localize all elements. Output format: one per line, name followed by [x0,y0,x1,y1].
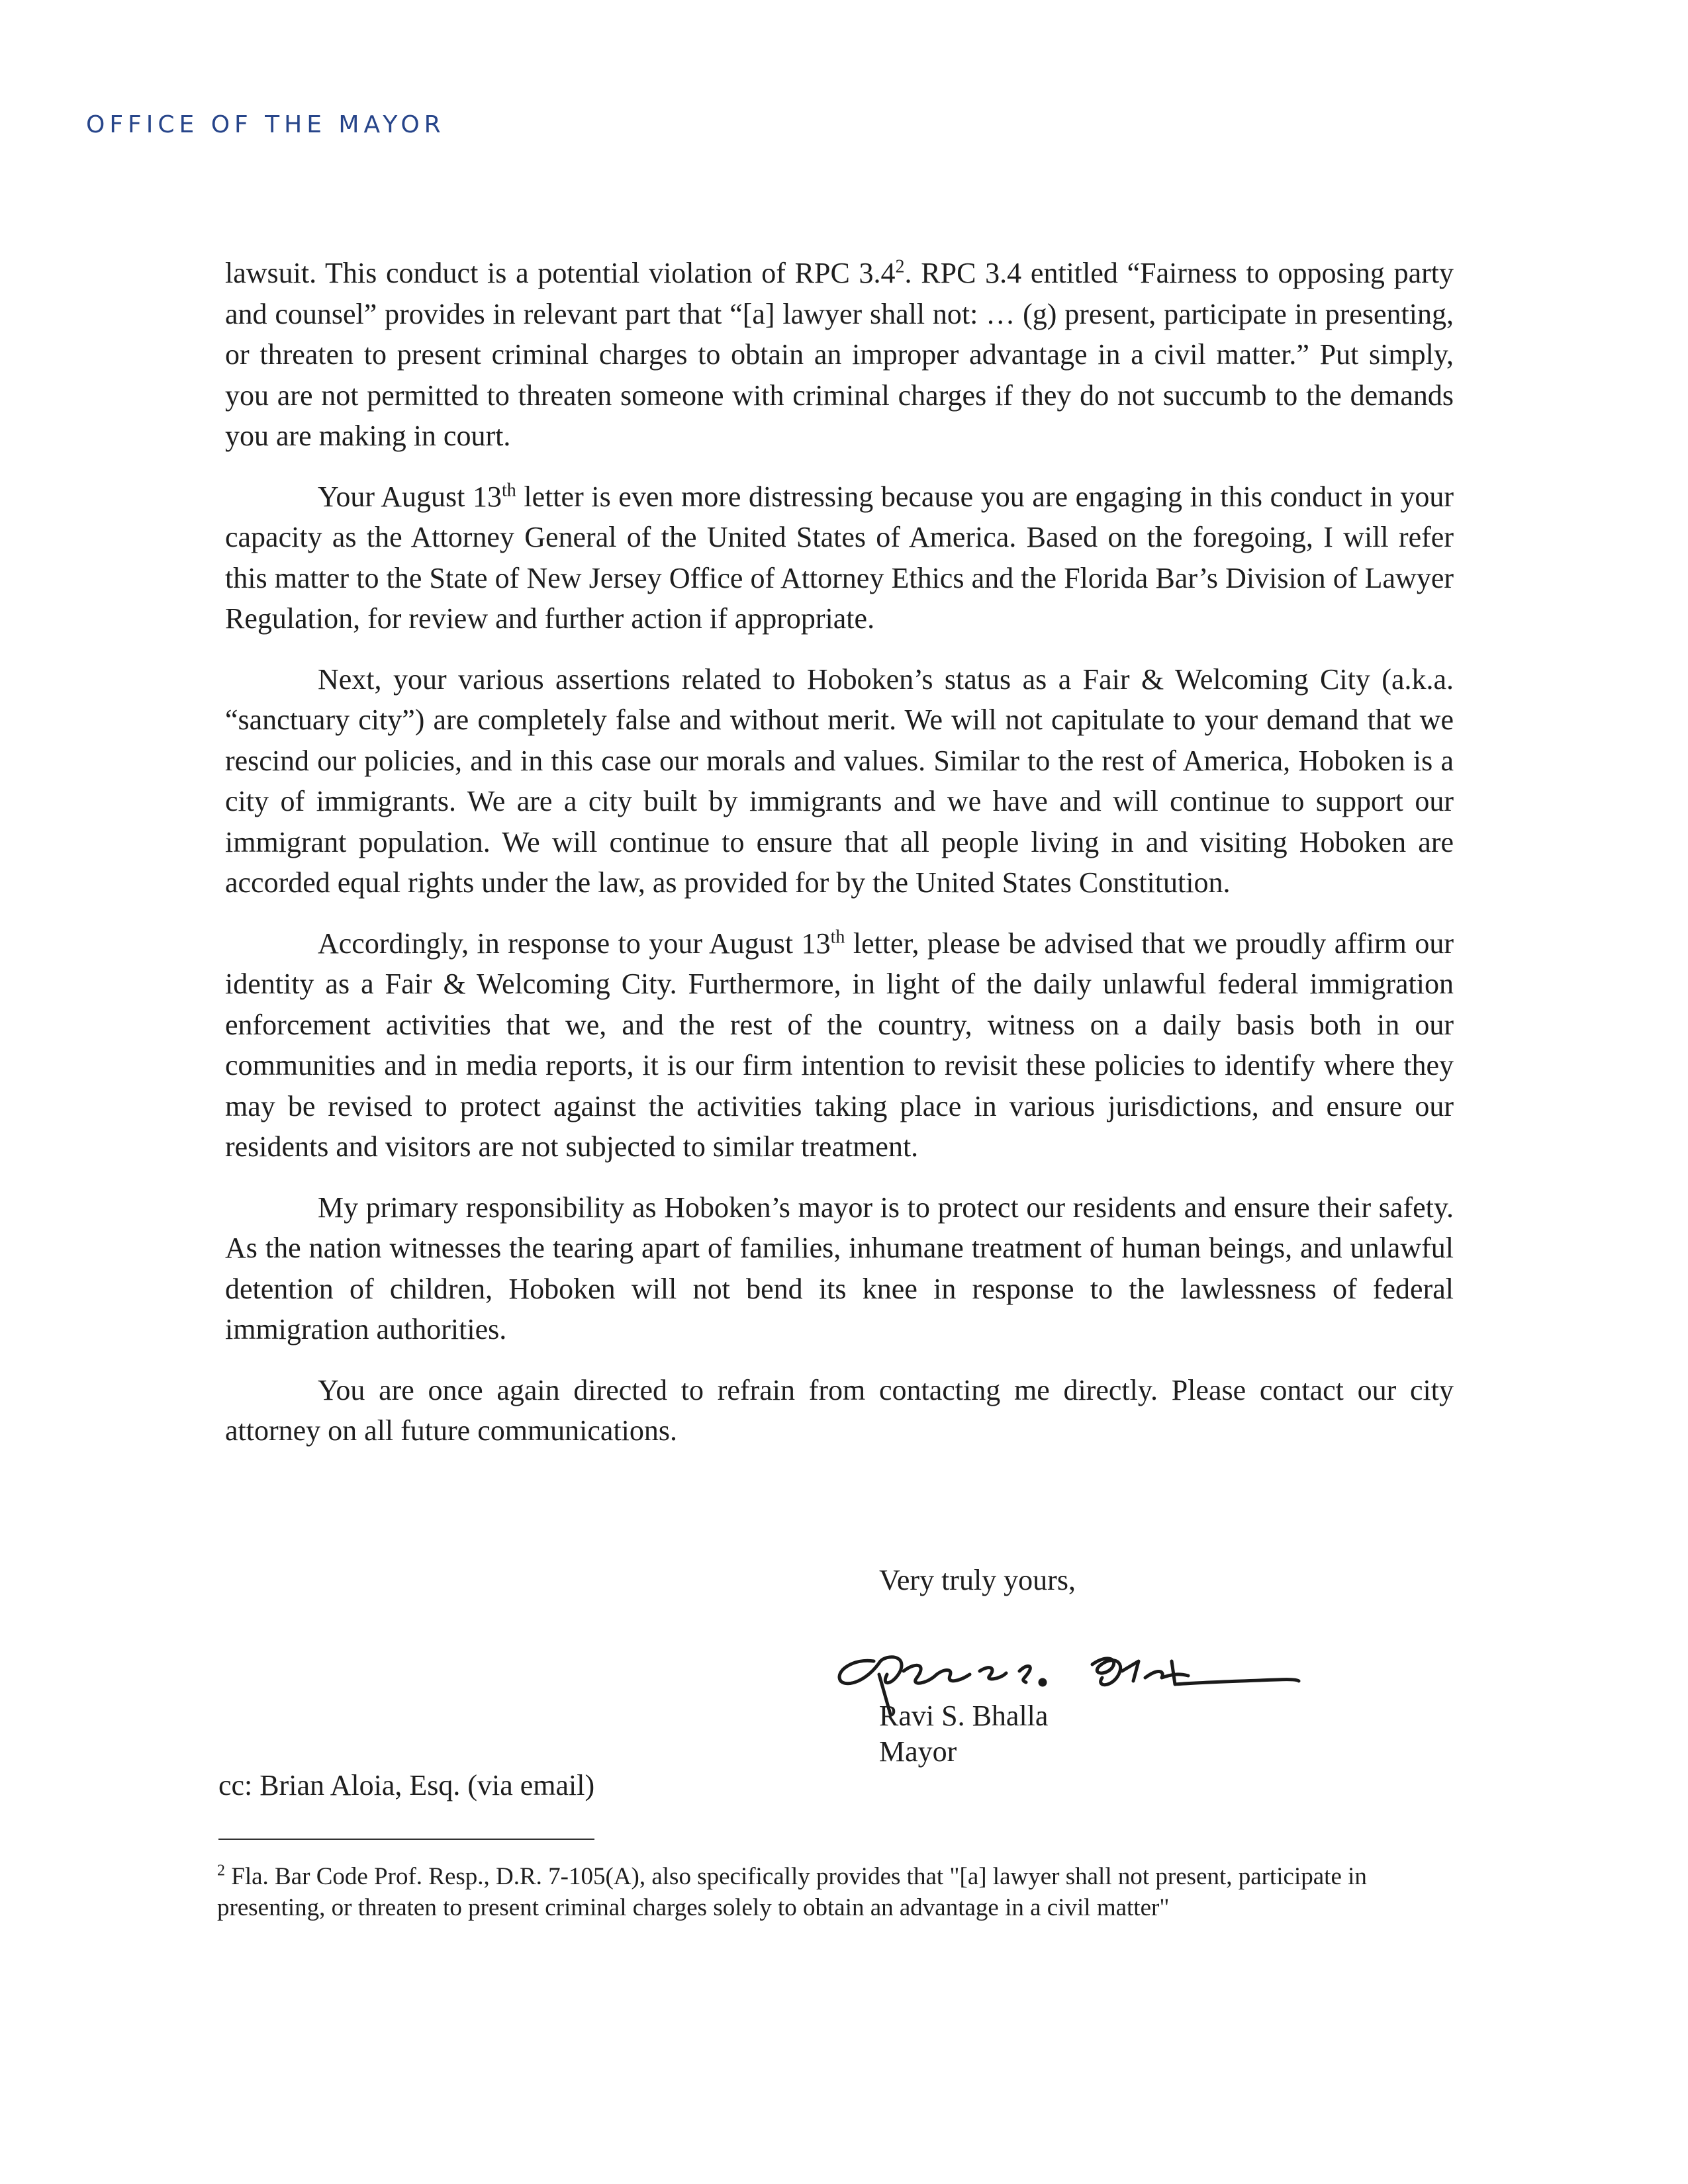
ordinal-superscript: th [830,926,845,947]
paragraph-4-text-b: letter, please be advised that we proudly affirm our identity as a Fair & Welcoming City. Furthermore, in light of the daily unlawful federal immigration enforcement activities that we, and the rest of the country, witness on a daily basis both in our communities and in media reports, it is our firm intention to revisit these policies to identify where they may be revised to protect against the activities taking place in various jurisdictions, and ensure our residents and visitors are not subjected to similar treatment. [225,927,1454,1163]
signer-title: Mayor [879,1735,957,1768]
cc-line: cc: Brian Aloia, Esq. (via email) [218,1769,595,1801]
footnote-reference: 2 [895,256,905,277]
footnote-number: 2 [217,1862,225,1880]
paragraph-2-text-a: Your August 13 [318,480,502,513]
paragraph-1 [225,253,1454,457]
paragraph-1-text-a: lawsuit. This conduct is a potential violation of RPC 3.4 [225,257,896,289]
paragraph-1-text-b: . RPC 3.4 entitled “Fairness to opposing party and counsel” provides in relevant part that “[a] lawyer shall not: … (g) present, participate in presenting, or threaten to present criminal charges to obtain an improper advantage in a civil matter.” Put simply, you are not permitted to threaten someone with criminal charges if they do not succumb to the demands you are making in court. [225,257,1454,452]
signer-name: Ravi S. Bhalla [879,1700,1049,1732]
letter-body [225,253,1454,1471]
signer-block [879,1698,1048,1770]
footnote-divider [218,1839,594,1840]
paragraph-5: My primary responsibility as Hoboken’s mayor is to protect our residents and ensure their safety. As the nation witnesses the tearing apart of families, inhumane treatment of human beings, and unlawful detention of children, Hoboken will not bend its knee in response to the lawlessness of federal immigration authorities. [225,1191,1454,1345]
paragraph-2-text-b: letter is even more distressing because you are engaging in this conduct in your capacity as the Attorney General of the United States of America. Based on the foregoing, I will refer this matter to the State of New Jersey Office of Attorney Ethics and the Florida Bar’s Division of Lawyer Regulation, for review and further action if appropriate. [225,480,1454,635]
footnote-text: Fla. Bar Code Prof. Resp., D.R. 7-105(A), also specifically provides that "[a] lawyer shall not present, participate in presenting, or threaten to present criminal charges solely to obtain an advantage in a civil matter" [217,1863,1367,1921]
closing-salutation: Very truly yours, [879,1564,1076,1596]
footnote [217,1861,1455,1923]
paragraph-4 [225,923,1454,1167]
letterhead-title: OFFICE OF THE MAYOR [86,111,445,138]
paragraph-3: Next, your various assertions related to Hoboken’s status as a Fair & Welcoming City (a.k.a. “sanctuary city”) are completely false and without merit. We will not capitulate to your demand that we rescind our policies, and in this case our morals and values. Similar to the rest of America, Hoboken is a city of immigrants. We are a city built by immigrants and we have and will continue to support our immigrant population. We will continue to ensure that all people living in and visiting Hoboken are accorded equal rights under the law, as provided for by the United States Constitution. [225,662,1454,899]
paragraph-2 [225,477,1454,639]
paragraph-4-text-a: Accordingly, in response to your August 13 [318,927,831,960]
ordinal-superscript: th [501,479,516,500]
paragraph-6: You are once again directed to refrain from contacting me directly. Please contact our city attorney on all future communications. [225,1373,1454,1447]
